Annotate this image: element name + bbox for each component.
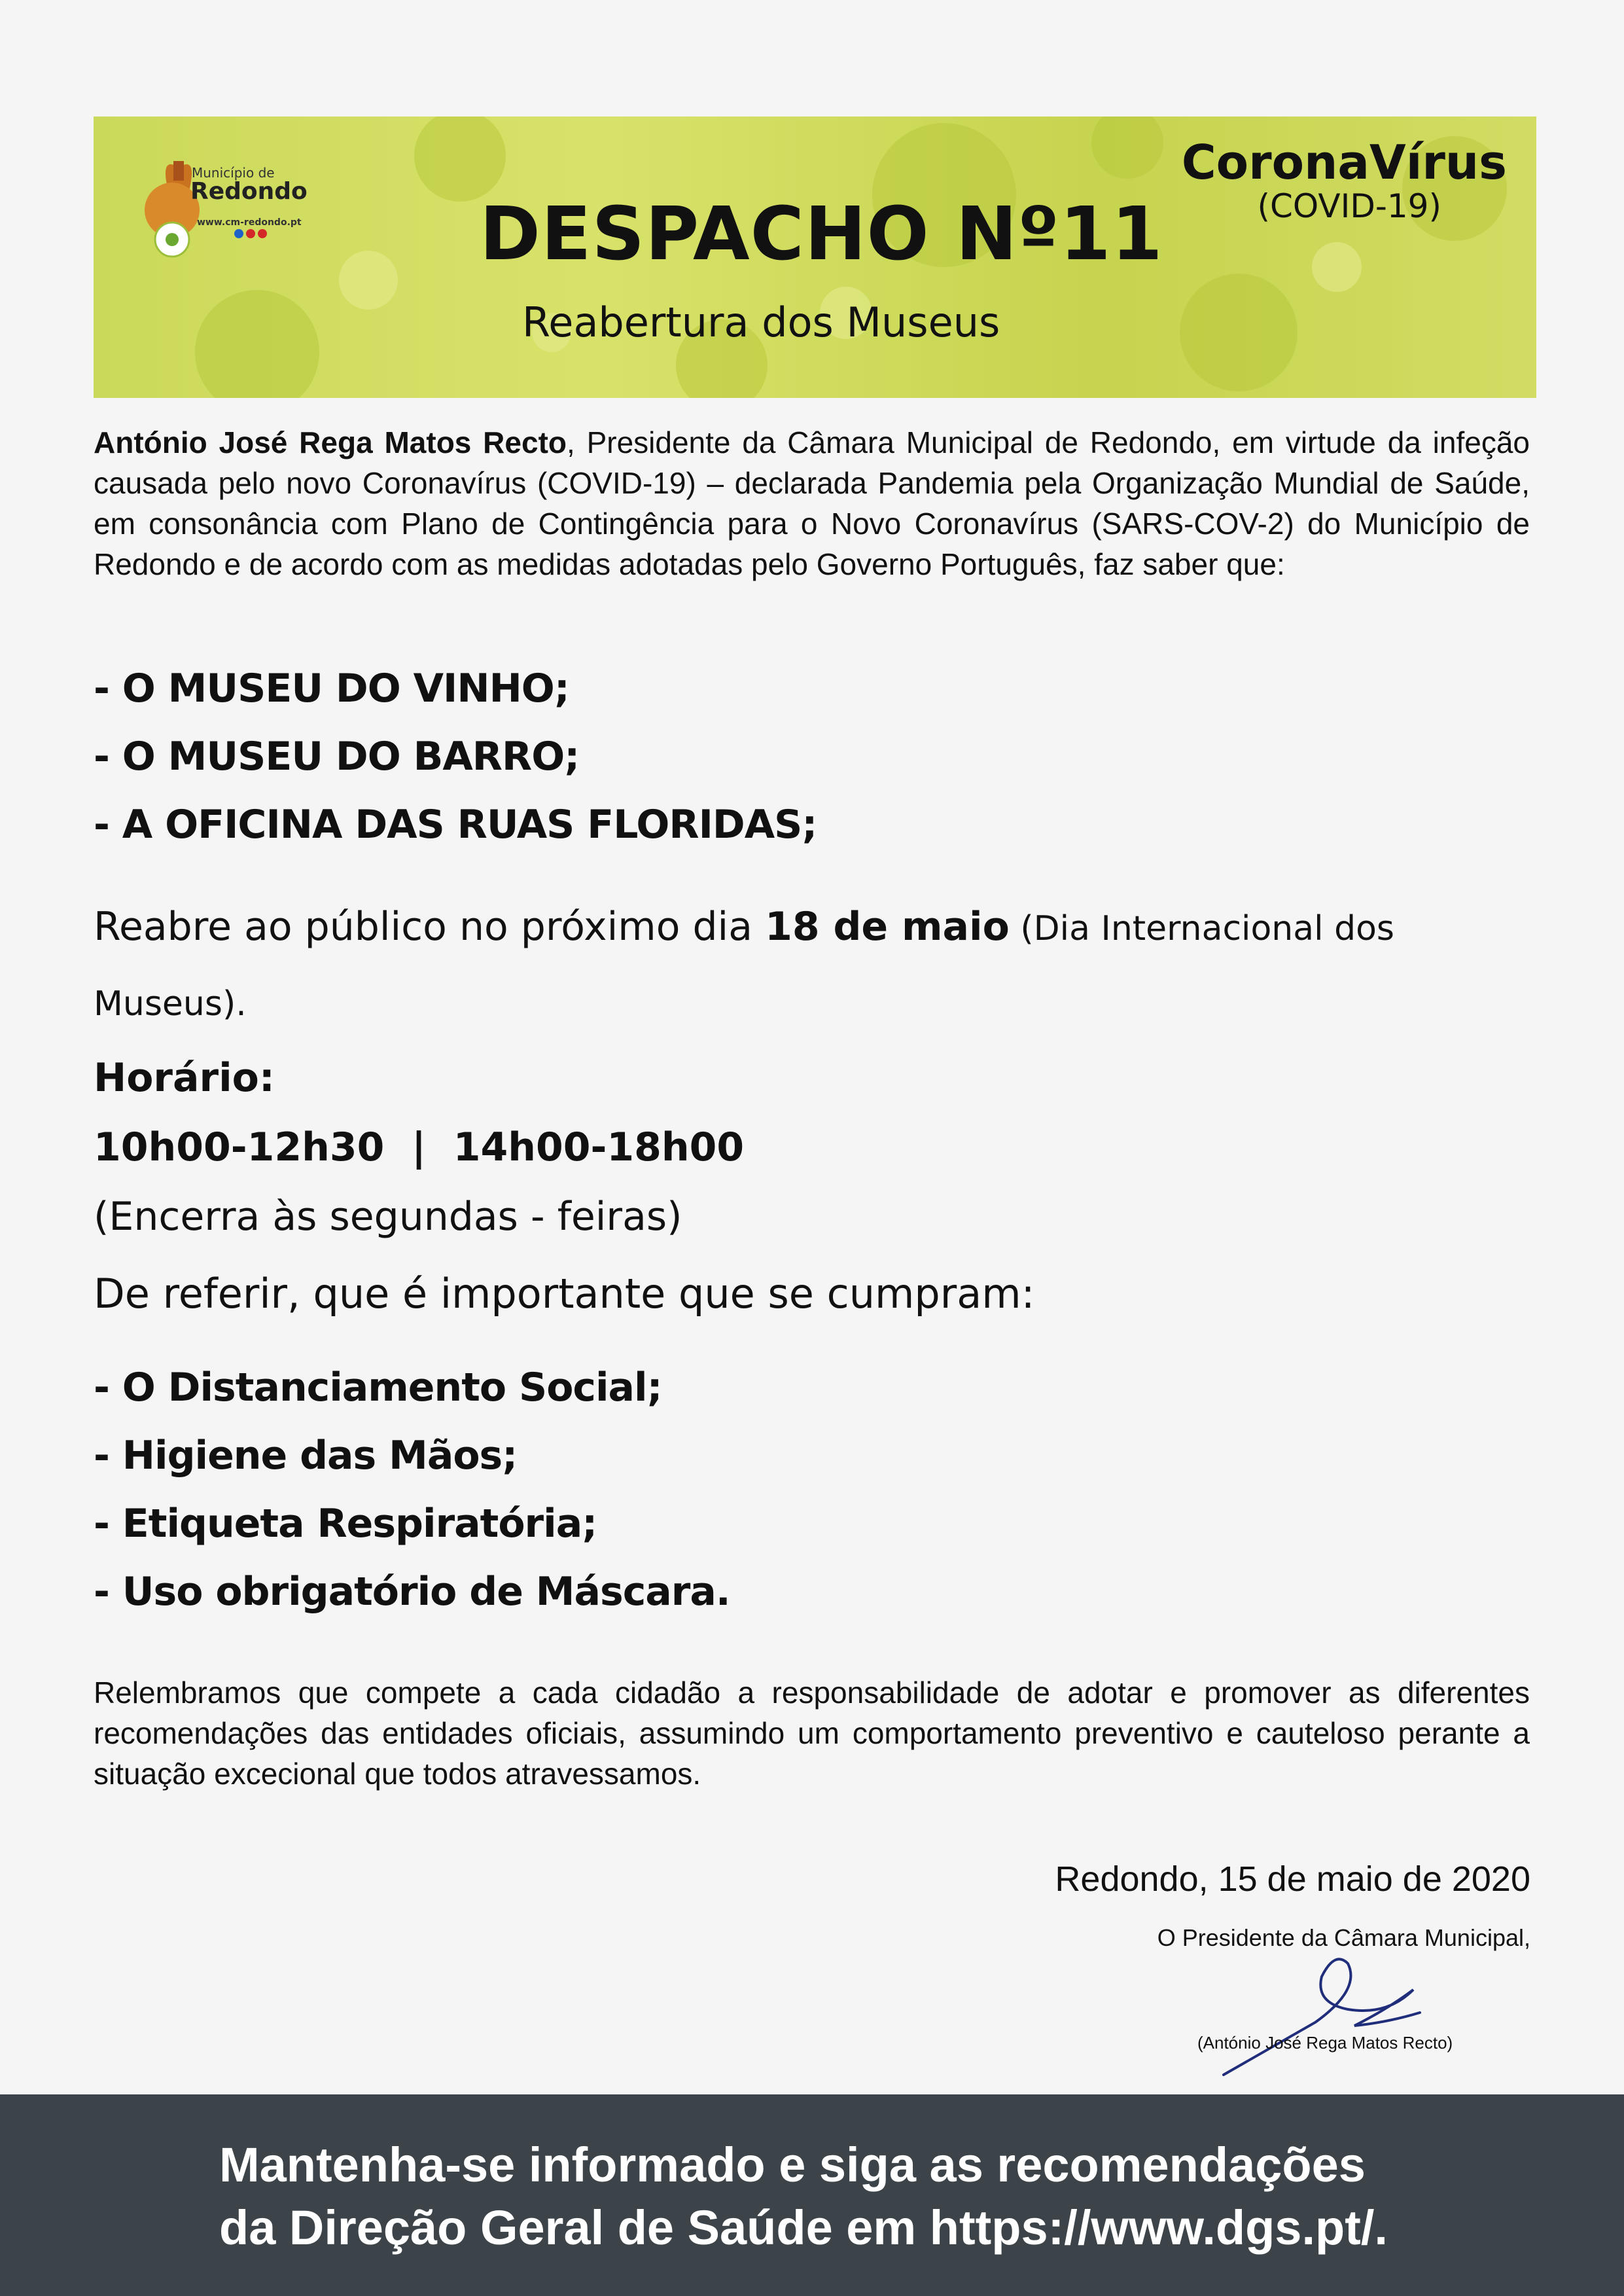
reopen-statement (94, 890, 1530, 1041)
museum-list (94, 655, 817, 859)
page-title: DESPACHO Nº11 (480, 192, 1163, 277)
logo-small-text: Município de (192, 165, 275, 181)
list-item: - O MUSEU DO VINHO; (94, 666, 569, 711)
corona-subtitle: (COVID-19) (1257, 187, 1441, 225)
list-item: - A OFICINA DAS RUAS FLORIDAS; (94, 802, 817, 848)
measures-list (94, 1354, 730, 1626)
place-date: Redondo, 15 de maio de 2020 (1055, 1859, 1530, 1899)
reminder-paragraph: Relembramos que compete a cada cidadão a responsabilidade de adotar e promover as diferentes recomendações das entidades oficiais, assumindo um comportamento preventivo e cauteloso perante a situação excecional que todos atravessamos. (94, 1676, 1530, 1791)
intro-paragraph (94, 422, 1530, 584)
list-item: - Etiqueta Respiratória; (94, 1501, 597, 1547)
list-item: - Higiene das Mãos; (94, 1433, 518, 1479)
footer-line-1: Mantenha-se informado e siga as recomendações (219, 2138, 1366, 2192)
logo-url: www.cm-redondo.pt (197, 217, 302, 228)
municipality-logo (133, 141, 342, 272)
schedule-note: (Encerra às segundas - feiras) (94, 1194, 682, 1240)
schedule-block (94, 1043, 744, 1251)
intro-author: António José Rega Matos Recto (94, 425, 567, 459)
list-item: - O Distanciamento Social; (94, 1365, 662, 1410)
reopen-suffix: (Dia Internacional dos Museus). (94, 909, 1395, 1024)
signature-icon (1217, 1950, 1479, 2081)
corona-title: CoronaVírus (1181, 135, 1507, 190)
footer-text (219, 2134, 1388, 2259)
reopen-prefix: Reabre ao público no próximo dia (94, 904, 766, 950)
footer-line-2: da Direção Geral de Saúde em https://www.dgs.pt/. (219, 2200, 1388, 2255)
president-role: O Presidente da Câmara Municipal, (1157, 1924, 1530, 1951)
schedule-hours: 10h00-12h30 | 14h00-18h00 (94, 1124, 745, 1170)
schedule-label: Horário: (94, 1055, 275, 1101)
reopen-date: 18 de maio (765, 904, 1010, 950)
logo-name: Redondo (190, 178, 308, 205)
list-item: - Uso obrigatório de Máscara. (94, 1569, 730, 1615)
page-subtitle: Reabertura dos Museus (522, 298, 1000, 346)
measures-heading: De referir, que é importante que se cumpram: (94, 1270, 1035, 1318)
list-item: - O MUSEU DO BARRO; (94, 734, 580, 780)
president-name: (António José Rega Matos Recto) (1197, 2033, 1453, 2053)
footer-bar (0, 2094, 1624, 2296)
intro-text: , Presidente da Câmara Municipal de Redondo, em virtude da infeção causada pelo novo Coronavírus (COVID-19) – declarada Pandemia pela Organização Mundial de Saúde, em consonância com Plano de Contingência para o Novo Coronavírus (SARS-COV-2) do Município de Redondo e de acordo com as medidas adotadas pelo Governo Português, faz saber que: (94, 425, 1530, 581)
header-banner (94, 117, 1536, 398)
